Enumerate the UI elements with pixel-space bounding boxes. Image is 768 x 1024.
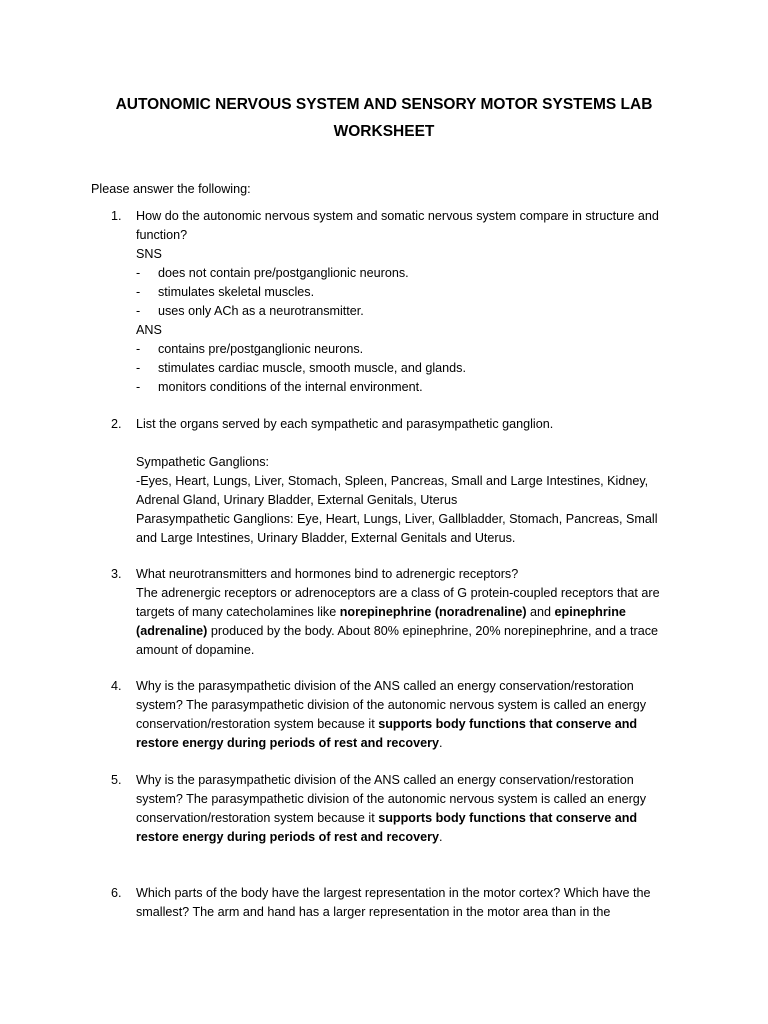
- dash-bullet: -: [136, 285, 141, 299]
- parasympathetic-organs: Parasympathetic Ganglions: Eye, Heart, Lungs, Liver, Gallbladder, Stomach, Pancreas, Small and Large Intestines, Urinary Bladder, External Genitals and Uterus.: [136, 512, 658, 545]
- list-item: - uses only ACh as a neurotransmitter.: [136, 302, 676, 321]
- bold-term: norepinephrine (noradrenaline): [339, 605, 527, 619]
- question-1: [111, 207, 676, 397]
- question-number: 1.: [111, 209, 122, 223]
- question-2: [111, 415, 676, 548]
- list-item: - monitors conditions of the internal environment.: [136, 378, 676, 397]
- question-text: List the organs served by each sympathetic and parasympathetic ganglion.: [136, 417, 554, 431]
- list-item: - contains pre/postganglionic neurons.: [136, 340, 676, 359]
- answer-text: The adrenergic receptors or adrenoceptors are a class of G protein-coupled receptors that are targets of many catecholamines like norepinephrine (noradrenaline) and epinephrine (adrenaline) produced by the body. About 80% epinephrine, 20% norepinephrine, and a trace amount of dopamine.: [136, 586, 660, 657]
- dash-bullet: -: [136, 342, 141, 356]
- dash-bullet: -: [136, 361, 141, 375]
- question-number: 3.: [111, 567, 122, 581]
- dash-bullet: -: [136, 380, 141, 394]
- sns-label: SNS: [136, 247, 162, 261]
- question-4: [111, 677, 676, 753]
- question-number: 2.: [111, 417, 122, 431]
- question-5: [111, 771, 676, 847]
- question-number: 4.: [111, 679, 122, 693]
- question-number: 5.: [111, 773, 122, 787]
- ans-label: ANS: [136, 323, 162, 337]
- list-item: - does not contain pre/postganglionic neurons.: [136, 264, 676, 283]
- sympathetic-organs: -Eyes, Heart, Lungs, Liver, Stomach, Spleen, Pancreas, Small and Large Intestines, Kidney, Adrenal Gland, Urinary Bladder, External Genitals, Uterus: [136, 474, 649, 507]
- question-6: [111, 884, 676, 922]
- bold-answer: supports body functions that conserve and restore energy during periods of rest and recovery: [136, 811, 638, 844]
- question-text: What neurotransmitters and hormones bind to adrenergic receptors?: [136, 567, 519, 581]
- question-answer-text: Which parts of the body have the largest representation in the motor cortex? Which have the smallest? The arm and hand has a larger representation in the motor area than in the: [136, 886, 651, 919]
- question-answer-text: Why is the parasympathetic division of the ANS called an energy conservation/restoration system? The parasympathetic division of the autonomic nervous system is called an energy conservation/restoration system because it supports body functions that conserve and restore energy during periods of rest and recovery.: [136, 679, 647, 750]
- question-3: [111, 565, 676, 660]
- list-item: - stimulates cardiac muscle, smooth muscle, and glands.: [136, 359, 676, 378]
- question-answer-text: Why is the parasympathetic division of the ANS called an energy conservation/restoration system? The parasympathetic division of the autonomic nervous system is called an energy conservation/restoration system because it supports body functions that conserve and restore energy during periods of rest and recovery.: [136, 773, 647, 844]
- bold-answer: supports body functions that conserve and restore energy during periods of rest and recovery: [136, 717, 638, 750]
- sympathetic-label: Sympathetic Ganglions:: [136, 455, 270, 469]
- list-item: - stimulates skeletal muscles.: [136, 283, 676, 302]
- dash-bullet: -: [136, 304, 141, 318]
- dash-bullet: -: [136, 266, 141, 280]
- question-number: 6.: [111, 886, 122, 900]
- page-title: AUTONOMIC NERVOUS SYSTEM AND SENSORY MOTOR SYSTEMS LAB WORKSHEET: [115, 96, 653, 140]
- question-text: How do the autonomic nervous system and somatic nervous system compare in structure and function?: [136, 209, 659, 242]
- bold-term: epinephrine (adrenaline): [136, 605, 626, 638]
- intro-text: Please answer the following:: [91, 182, 251, 196]
